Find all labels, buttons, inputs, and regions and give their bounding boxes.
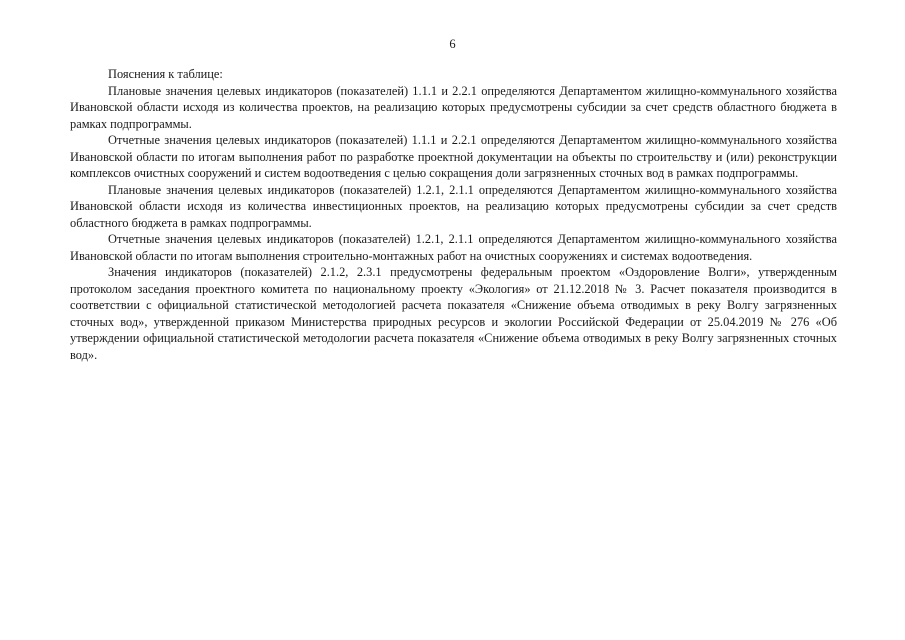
paragraph-indicators-2-1-2: Значения индикаторов (показателей) 2.1.2, 2.3.1 предусмотрены федеральным проектом «Оздоровление Волги», утвержденным протоколом заседания проектного комитета по национальному проекту «Экология» от 21.12.2018 № 3. Расчет показателя производится в соответствии с официальной статистической методологией расчета показателя «Снижение объема отводимых в реку Волгу загрязненных сточных вод», утвержденной приказом Министерства природных ресурсов и экологии Российской Федерации от 25.04.2019 № 276 «Об утверждении официальной статистической методологии расчета показателя «Снижение объема отводимых в реку Волгу загрязненных сточных вод».	[70, 265, 837, 362]
document-body	[70, 66, 837, 363]
page-number: 6	[449, 37, 456, 51]
section-heading: Пояснения к таблице:	[108, 67, 223, 81]
paragraph-reported-1-1-1: Отчетные значения целевых индикаторов (показателей) 1.1.1 и 2.2.1 определяются Департаментом жилищно-коммунального хозяйства Ивановской области по итогам выполнения работ по разработке проектной документации на объекты по строительству и (или) реконструкции комплексов очистных сооружений и систем водоотведения с целью сокращения доли загрязненных сточных вод в рамках подпрограммы.	[70, 133, 837, 180]
paragraph-planned-1-1-1: Плановые значения целевых индикаторов (показателей) 1.1.1 и 2.2.1 определяются Департаментом жилищно-коммунального хозяйства Ивановской области исходя из количества проектов, на реализацию которых предусмотрены субсидии за счет средств областного бюджета в рамках подпрограммы.	[70, 83, 837, 131]
paragraph-planned-1-2-1: Плановые значения целевых индикаторов (показателей) 1.2.1, 2.1.1 определяются Департаментом жилищно-коммунального хозяйства Ивановской области исходя из количества инвестиционных проектов, на реализацию которых предусмотрены субсидии за счет средств областного бюджета в рамках подпрограммы.	[70, 182, 837, 230]
paragraph-reported-1-2-1: Отчетные значения целевых индикаторов (показателей) 1.2.1, 2.1.1 определяются Департаментом жилищно-коммунального хозяйства Ивановской области по итогам выполнения строительно-монтажных работ на очистных сооружениях и системах водоотведения.	[70, 232, 837, 263]
